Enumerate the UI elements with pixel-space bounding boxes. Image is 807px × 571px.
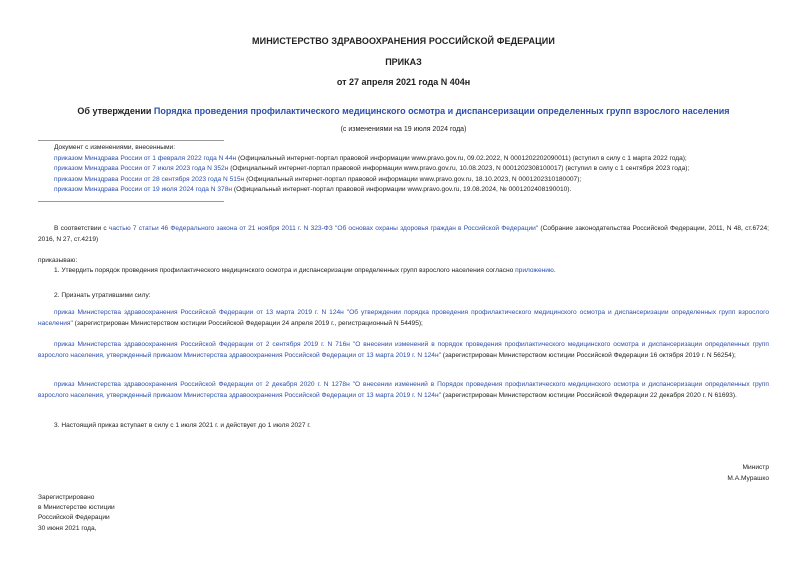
amendment-link[interactable]: приказом Минздрава России от 19 июля 2024 года N 378н xyxy=(54,186,233,193)
amendment-item: приказом Минздрава России от 19 июля 2024 года N 378н (Официальный интернет-портал правовой информации www.pravo.gov.ru, 19.08.2024, № 0001202408190010). xyxy=(54,186,572,193)
law-link[interactable]: частью 7 статьи 46 Федерального закона от 21 ноября 2011 г. N 323-ФЗ "Об основах охраны здоровья граждан в Российской Федерации" xyxy=(108,225,539,232)
title-link[interactable]: Порядка проведения профилактического медицинского осмотра и диспансеризации определенных групп взрослого населения xyxy=(153,106,730,116)
repealed-link[interactable]: приказ Министерства здравоохранения Российской Федерации от 13 марта 2019 г. N 124н "Об утверждении порядка проведения профилактического медицинского осмотра и диспансеризации определенных групп взрослого населения" xyxy=(38,309,769,327)
revision-note: (с изменениями на 19 июля 2024 года) xyxy=(340,126,467,133)
registration-block: Зарегистрировано в Министерстве юстиции Российской Федерации 30 июня 2021 года, xyxy=(38,494,115,532)
repealed-link[interactable]: приказ Министерства здравоохранения Российской Федерации от 2 сентября 2019 г. N 716н "О внесении изменений в порядок проведения профилактического медицинского осмотра и диспансеризации определенных групп взрослого населения, утвержденный приказом Министерства здравоохранения Российской Федерации от 13 марта 2019 г. N 124н" xyxy=(38,341,769,359)
order-word: приказываю: xyxy=(38,257,78,264)
repealed-item: приказ Министерства здравоохранения Российской Федерации от 2 декабря 2020 г. N 1278н "О внесении изменений в Порядок проведения профилактического медицинского осмотра и диспансеризации определенных групп взрослого населения, утвержденный приказом Министерства здравоохранения Российской Федерации от 13 марта 2019 г. N 124н" (зарегистрирован Министерством юстиции Российской Федерации 22 декабря 2020 г. N 61693). xyxy=(38,381,769,399)
doc-date-heading: от 27 апреля 2021 года N 404н xyxy=(336,77,471,87)
title-prefix: Об утверждении xyxy=(77,106,154,116)
signature-block xyxy=(727,463,769,484)
point-3: 3. Настоящий приказ вступает в силу с 1 июля 2021 г. и действует до 1 июля 2027 г. xyxy=(54,422,311,429)
amendment-link[interactable]: приказом Минздрава России от 7 июля 2023 года N 352н xyxy=(54,165,229,172)
repealed-item: приказ Министерства здравоохранения Российской Федерации от 2 сентября 2019 г. N 716н "О внесении изменений в порядок проведения профилактического медицинского осмотра и диспансеризации определенных групп взрослого населения, утвержденный приказом Министерства здравоохранения Российской Федерации от 13 марта 2019 г. N 124н" (зарегистрирован Министерством юстиции Российской Федерации 16 октября 2019 г. N 56254); xyxy=(38,341,769,359)
point-2: 2. Признать утратившими силу: xyxy=(54,292,151,299)
amendment-item: приказом Минздрава России от 7 июля 2023 года N 352н (Официальный интернет-портал правовой информации www.pravo.gov.ru, 10.08.2023, N 0001202308100017) (вступил в силу с 1 сентября 2023 года); xyxy=(54,165,690,172)
repealed-link[interactable]: приказ Министерства здравоохранения Российской Федерации от 2 декабря 2020 г. N 1278н "О внесении изменений в Порядок проведения профилактического медицинского осмотра и диспансеризации определенных групп взрослого населения, утвержденный приказом Министерства здравоохранения Российской Федерации от 13 марта 2019 г. N 124н" xyxy=(38,381,769,399)
signature-name: М.А.Мурашко xyxy=(727,474,769,482)
amendment-item: приказом Минздрава России от 28 сентября 2023 года N 515н (Официальный интернет-портал правовой информации www.pravo.gov.ru, 18.10.2023, N 0001202310180007); xyxy=(54,175,582,183)
repealed-item: приказ Министерства здравоохранения Российской Федерации от 13 марта 2019 г. N 124н "Об утверждении порядка проведения профилактического медицинского осмотра и диспансеризации определенных групп взрослого населения" (зарегистрирован Министерством юстиции Российской Федерации 24 апреля 2019 г., регистрационный N 54495); xyxy=(38,309,769,327)
amendment-link[interactable]: приказом Минздрава России от 1 февраля 2022 года N 44н xyxy=(54,154,237,162)
amendment-item: приказом Минздрава России от 1 февраля 2022 года N 44н (Официальный интернет-портал правовой информации www.pravo.gov.ru, 09.02.2022, N 0001202202090011) (вступил в силу с 1 марта 2022 года); xyxy=(54,154,687,162)
appendix-link[interactable]: приложению xyxy=(515,267,554,274)
ministry-heading: МИНИСТЕРСТВО ЗДРАВООХРАНЕНИЯ РОССИЙСКОЙ ФЕДЕРАЦИИ xyxy=(252,36,555,46)
doc-type-heading: ПРИКАЗ xyxy=(385,57,422,67)
amendments-intro: Документ с изменениями, внесенными: xyxy=(54,144,176,151)
divider-top xyxy=(38,140,224,141)
divider-bottom xyxy=(38,201,224,202)
amendments-block xyxy=(54,143,774,196)
basis-paragraph: В соответствии с частью 7 статьи 46 Федерального закона от 21 ноября 2011 г. N 323-ФЗ "Об основах охраны здоровья граждан в Российской Федерации" (Собрание законодательства Российской Федерации, 2011, N 48, ст.6724; 2016, N 27, ст.4219) xyxy=(38,225,769,243)
document-title xyxy=(0,106,807,116)
point-1: 1. Утвердить порядок проведения профилактического медицинского осмотра и диспансеризации определенных групп взрослого населения согласно приложению. xyxy=(54,267,556,274)
signature-position: Министр xyxy=(742,464,769,471)
amendment-link[interactable]: приказом Минздрава России от 28 сентября 2023 года N 515н xyxy=(54,175,245,183)
